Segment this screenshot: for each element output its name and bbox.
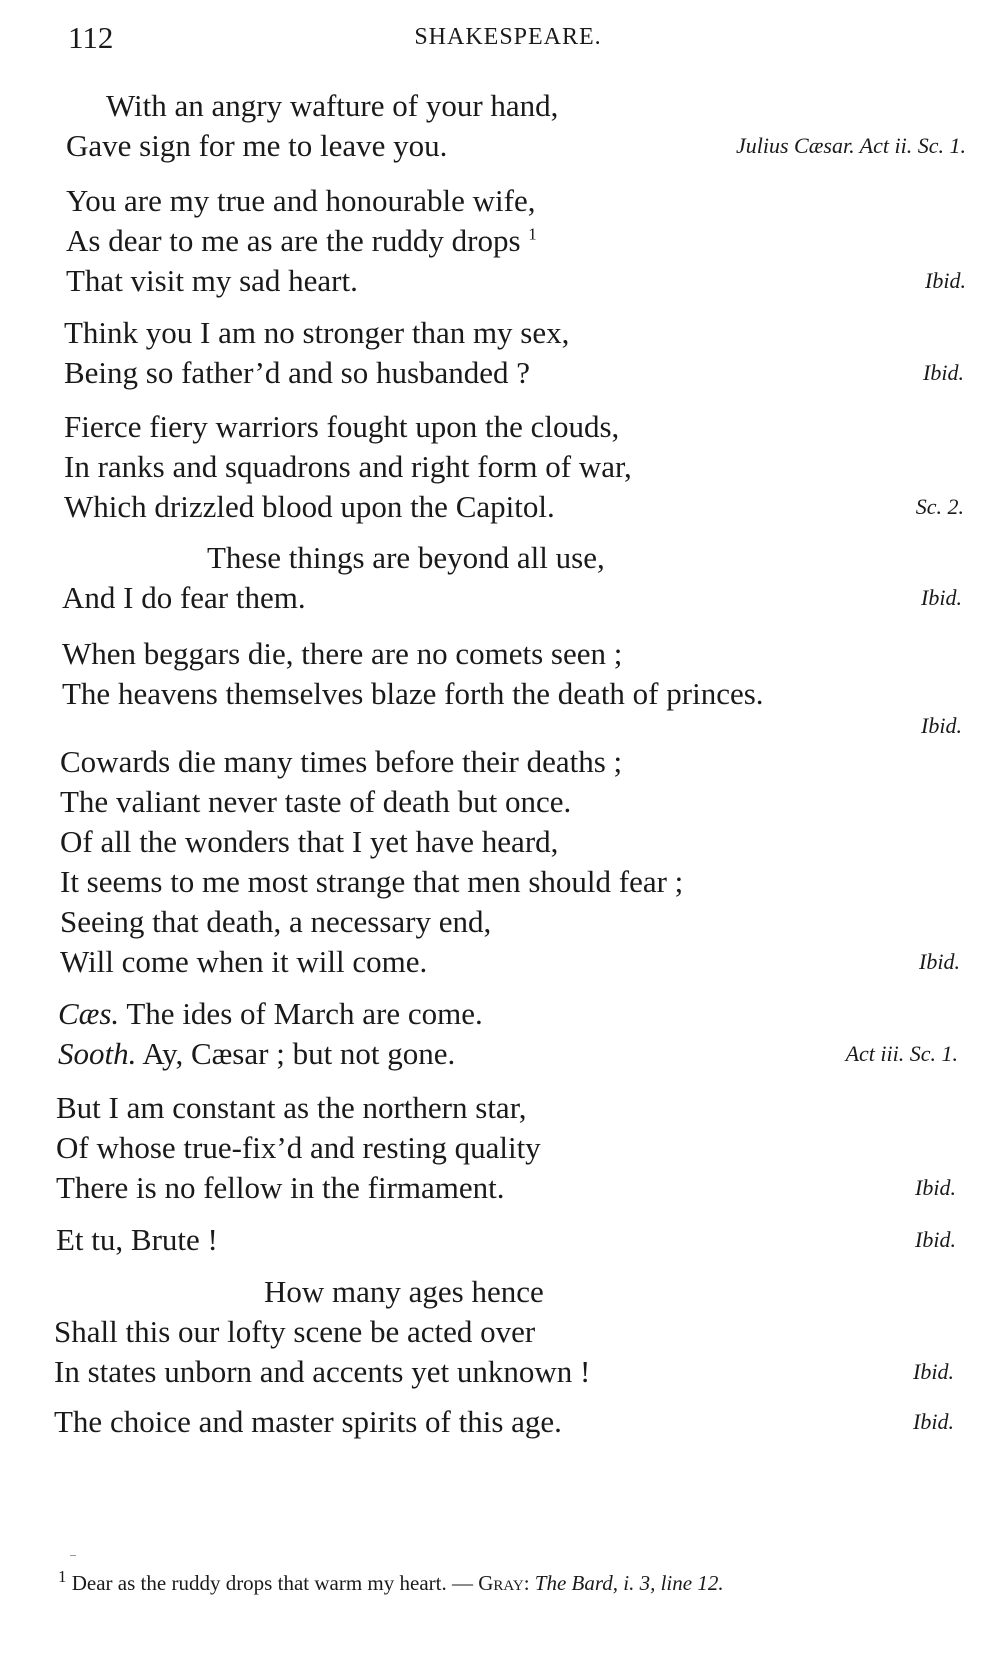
verse-line: In ranks and squadrons and right form of war, bbox=[64, 449, 632, 484]
verse-text: The choice and master spirits of this age. bbox=[54, 1404, 562, 1439]
citation: Ibid. bbox=[913, 1359, 954, 1384]
citation: Ibid. bbox=[915, 1227, 956, 1252]
verse-line bbox=[66, 126, 966, 166]
verse-line bbox=[56, 1220, 956, 1260]
running-head: SHAKESPEARE. bbox=[414, 24, 602, 50]
quotation bbox=[60, 742, 960, 982]
citation: Ibid. bbox=[921, 713, 962, 738]
footnote-text: Dear as the ruddy drops that warm my heart. — bbox=[71, 1571, 473, 1595]
quotation bbox=[66, 181, 966, 301]
verse-line bbox=[54, 1402, 954, 1442]
footnote-work: The Bard, i. 3, line 12. bbox=[534, 1571, 724, 1595]
verse-line: Think you I am no stronger than my sex, bbox=[64, 315, 570, 350]
citation: Julius Cæsar. Act ii. Sc. 1. bbox=[736, 133, 966, 158]
verse-line: Cowards die many times before their deaths ; bbox=[60, 744, 623, 779]
citation: Ibid. bbox=[919, 949, 960, 974]
page-number: 112 bbox=[68, 20, 114, 55]
verse-text: Will come when it will come. bbox=[60, 944, 428, 979]
footnote-author: Gray bbox=[478, 1571, 524, 1595]
speaker-name: Cæs. bbox=[58, 996, 120, 1031]
quotation bbox=[56, 1220, 956, 1260]
quotation bbox=[66, 86, 966, 166]
citation: Sc. 2. bbox=[915, 494, 964, 519]
citation: Ibid. bbox=[925, 268, 966, 293]
citation: Ibid. bbox=[915, 1175, 956, 1200]
footnote-mark: 1 bbox=[528, 224, 537, 244]
citation: Ibid. bbox=[921, 585, 962, 610]
verse-text: And I do fear them. bbox=[62, 580, 306, 615]
verse-line: How many ages hence bbox=[264, 1274, 544, 1309]
verse-line: Fierce fiery warriors fought upon the clouds, bbox=[64, 409, 620, 444]
verse-text: As dear to me as are the ruddy drops bbox=[66, 223, 521, 258]
verse-line: When beggars die, there are no comets seen ; bbox=[62, 636, 623, 671]
verse-line bbox=[66, 261, 966, 301]
verse-line: The heavens themselves blaze forth the death of princes. bbox=[62, 676, 764, 711]
quotation bbox=[54, 1272, 954, 1392]
verse-line bbox=[60, 942, 960, 982]
verse-line: Seeing that death, a necessary end, bbox=[60, 904, 492, 939]
verse-line: You are my true and honourable wife, bbox=[66, 183, 536, 218]
verse-text: In states unborn and accents yet unknown ! bbox=[54, 1354, 591, 1389]
verse-text: There is no fellow in the firmament. bbox=[56, 1170, 505, 1205]
speaker-name: Sooth. bbox=[58, 1036, 137, 1071]
verse-line: The valiant never taste of death but once. bbox=[60, 784, 572, 819]
verse-line bbox=[62, 578, 962, 618]
verse-text: Which drizzled blood upon the Capitol. bbox=[64, 489, 555, 524]
quotation bbox=[62, 538, 962, 618]
speech-text: Ay, Cæsar ; but not gone. bbox=[142, 1036, 456, 1071]
quotation bbox=[54, 1402, 954, 1442]
citation: Ibid. bbox=[923, 360, 964, 385]
verse-text: Et tu, Brute ! bbox=[56, 1222, 218, 1257]
quotation bbox=[56, 1088, 956, 1208]
verse-line: Of whose true-fix’d and resting quality bbox=[56, 1130, 541, 1165]
verse-line: But I am constant as the northern star, bbox=[56, 1090, 527, 1125]
verse-line: With an angry wafture of your hand, bbox=[106, 88, 559, 123]
dialogue bbox=[58, 994, 958, 1074]
quotation bbox=[62, 634, 962, 742]
verse-line bbox=[64, 487, 964, 527]
quotation bbox=[64, 407, 964, 527]
verse-line bbox=[66, 221, 966, 261]
footnote-mark: 1 bbox=[58, 1567, 67, 1586]
citation: Act iii. Sc. 1. bbox=[845, 1041, 958, 1066]
dialogue-line bbox=[58, 994, 958, 1034]
verse-line bbox=[64, 353, 964, 393]
verse-text: Gave sign for me to leave you. bbox=[66, 128, 448, 163]
verse-line: Of all the wonders that I yet have heard, bbox=[60, 824, 559, 859]
verse-text: Being so father’d and so husbanded ? bbox=[64, 355, 531, 390]
verse-line: It seems to me most strange that men should fear ; bbox=[60, 864, 684, 899]
verse-line bbox=[54, 1352, 954, 1392]
verse-line: These things are beyond all use, bbox=[207, 540, 605, 575]
quotation bbox=[64, 313, 964, 393]
verse-line: Shall this our lofty scene be acted over bbox=[54, 1314, 536, 1349]
citation: Ibid. bbox=[913, 1409, 954, 1434]
page-header bbox=[68, 20, 948, 60]
verse-text: That visit my sad heart. bbox=[66, 263, 358, 298]
footnote-rule bbox=[70, 1555, 76, 1556]
speech-text: The ides of March are come. bbox=[126, 996, 483, 1031]
verse-line bbox=[56, 1168, 956, 1208]
dialogue-line bbox=[58, 1034, 958, 1074]
footnote: $^1$ Dear as the ruddy drops that warm my heart. — Gray: The Bard, i. 3, line 12. bbox=[58, 1567, 724, 1595]
